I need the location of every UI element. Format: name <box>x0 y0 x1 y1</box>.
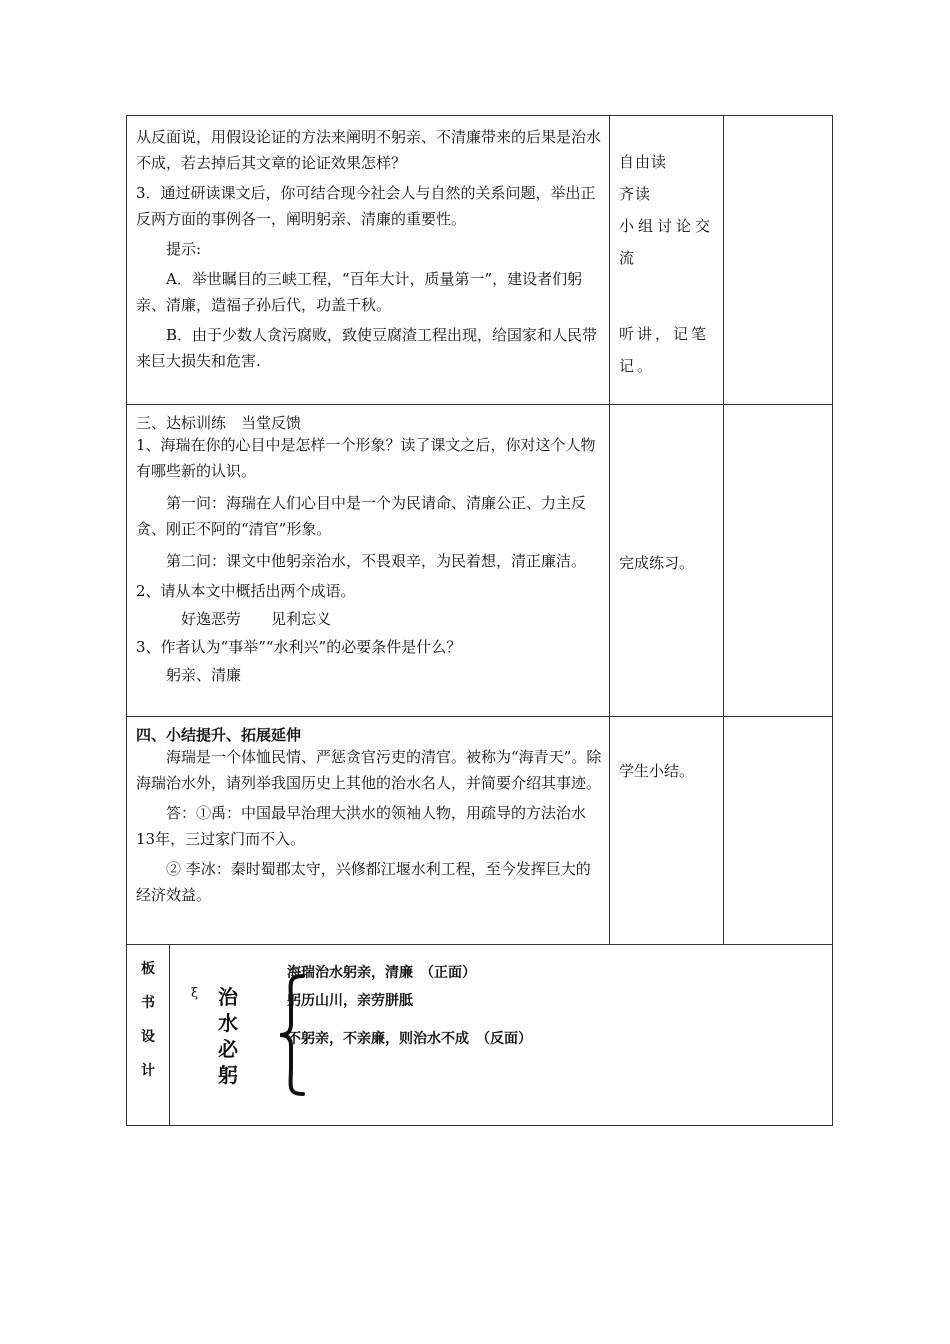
activity-text: 完成练习。 <box>619 554 695 572</box>
paragraph: B．由于少数人贪污腐败，致使豆腐渣工程出现，给国家和人民带来巨大损失和危害. <box>136 326 598 370</box>
paragraph: 答：①禹：中国最早治理大洪水的领袖人物，用疏导的方法治水13年，三过家门而不入。 <box>136 804 587 848</box>
paragraph: ② 李冰：秦时蜀郡太守，兴修都江堰水利工程，至今发挥巨大的经济效益。 <box>136 860 591 904</box>
paragraph: 躬亲、清廉 <box>166 666 242 684</box>
paragraph: 1、海瑞在你的心目中是怎样一个形象？读了课文之后，你对这个人物有哪些新的认识。 <box>136 436 596 480</box>
row2-main-cell <box>136 414 602 688</box>
lesson-table <box>126 115 833 1126</box>
row2-activity-cell <box>619 550 717 576</box>
board-line: 不躬亲，不亲廉，则治水不成 （反面） <box>287 1031 532 1047</box>
label-char: 计 <box>141 1063 155 1079</box>
row3-activity-cell <box>619 758 717 784</box>
section-heading: 四、小结提升、拓展延伸 <box>136 726 302 744</box>
row-divider <box>127 716 832 717</box>
paragraph: 第二问：课文中他躬亲治水，不畏艰辛，为民着想，清正廉洁。 <box>166 552 587 570</box>
paragraph: 提示: <box>166 240 202 258</box>
activity-text: 齐读 <box>619 185 652 203</box>
title-char: 必 <box>218 1037 238 1061</box>
paragraph: 2、请从本文中概括出两个成语。 <box>136 582 356 600</box>
board-mark: ξ <box>191 986 199 1001</box>
paragraph: 3、作者认为“事举”“水利兴”的必要条件是什么？ <box>136 638 462 656</box>
activity-text: 听讲，记笔记。 <box>619 325 710 375</box>
paragraph: 第一问：海瑞在人们心目中是一个为民请命、清廉公正、力主反贪、刚正不阿的“清官”形象。 <box>136 494 587 538</box>
paragraph: 从反面说，用假设论证的方法来阐明不躬亲、不清廉带来的后果是治水不成，若去掉后其文章的论证效果怎样？ <box>136 128 602 172</box>
column-divider <box>723 116 724 944</box>
board-line: 海瑞治水躬亲，清廉 （正面） <box>287 965 476 981</box>
paragraph: 3．通过研读课文后，你可结合现今社会人与自然的关系问题，举出正反两方面的事例各一，阐明躬亲、清廉的重要性。 <box>136 184 596 228</box>
board-title <box>215 984 241 1088</box>
row3-main-cell <box>136 726 602 908</box>
title-char: 治 <box>218 985 238 1009</box>
title-char: 水 <box>218 1011 238 1035</box>
paragraph: 好逸恶劳 见利忘义 <box>181 610 332 628</box>
row-divider <box>127 404 832 405</box>
board-design-label <box>127 952 169 1088</box>
row1-activity-cell <box>619 146 717 382</box>
row1-main-cell <box>136 124 602 374</box>
label-char: 板 <box>141 961 155 977</box>
paragraph: 海瑞是一个体恤民情、严惩贪官污吏的清官。被称为“海青天”。除海瑞治水外，请列举我国历史上其他的治水名人，并简要介绍其事迹。 <box>136 748 602 792</box>
activity-text: 小组讨论交流 <box>619 217 715 267</box>
title-char: 躬 <box>218 1063 238 1087</box>
label-char: 设 <box>141 1029 155 1045</box>
paragraph: A．举世瞩目的三峡工程，“百年大计，质量第一”，建设者们躬亲、清廉，造福子孙后代，功盖千秋。 <box>136 270 583 314</box>
section-heading: 三、达标训练 当堂反馈 <box>136 414 302 432</box>
column-divider <box>609 116 610 944</box>
activity-text: 学生小结。 <box>619 762 695 780</box>
column-divider <box>169 944 170 1126</box>
row-divider <box>127 944 832 945</box>
activity-text: 自由读 <box>619 153 668 171</box>
label-char: 书 <box>141 995 155 1011</box>
board-line: 躬历山川，亲劳胼胝 <box>287 993 413 1009</box>
